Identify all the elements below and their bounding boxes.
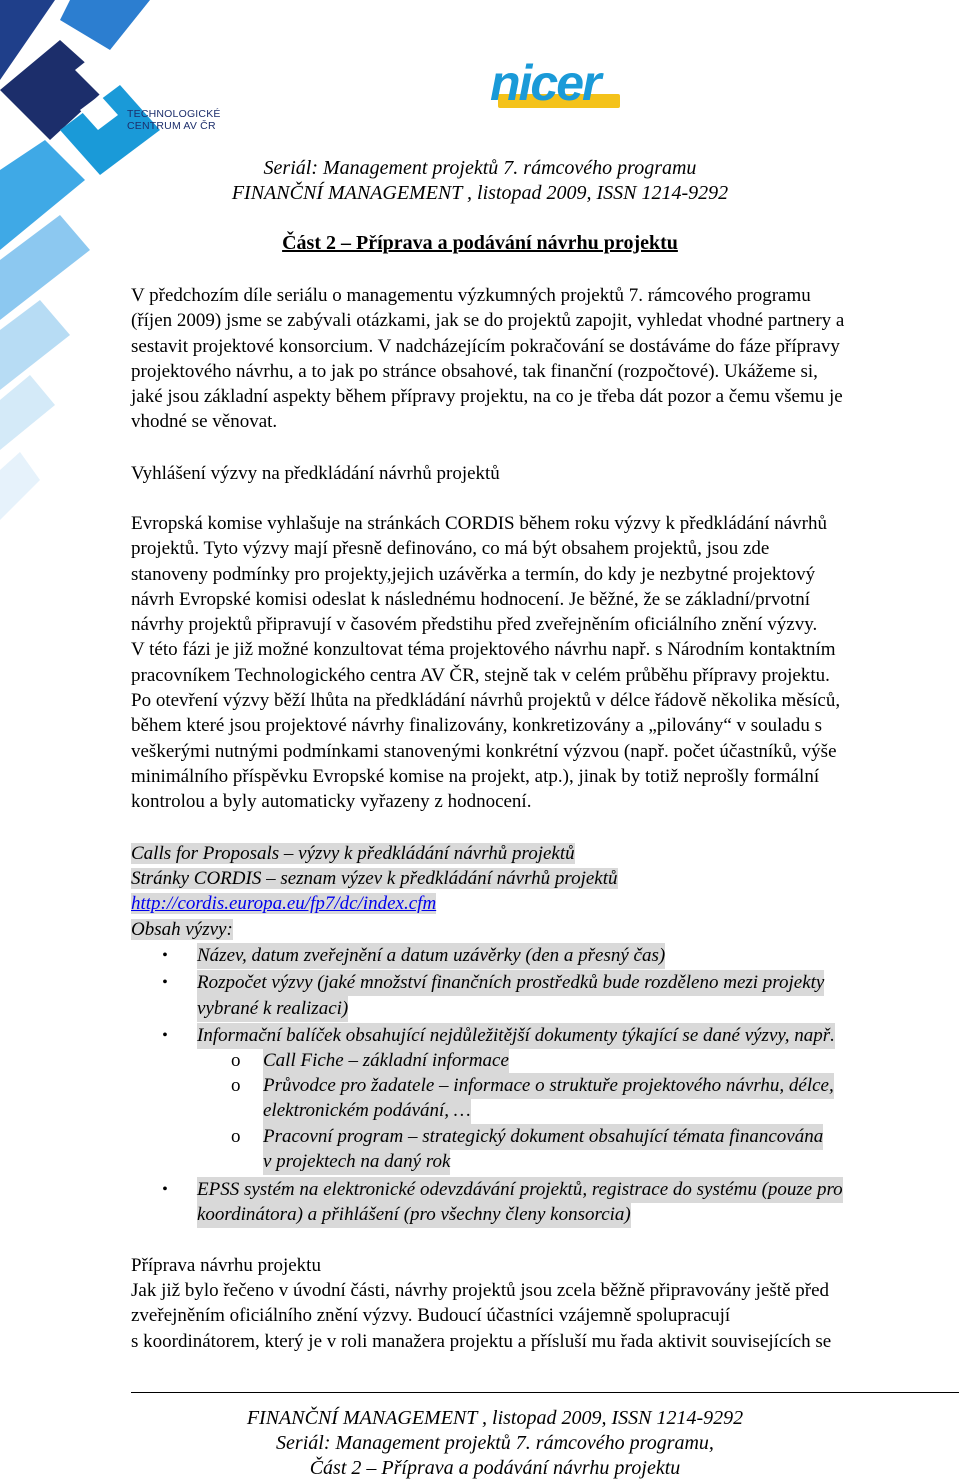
body1-line: veškerými nutnými podmínkami stanovenými konkrétní výzvou (např. počet účastníků, výše bbox=[131, 740, 837, 762]
subbullet-icon: o bbox=[231, 1075, 241, 1096]
subbullet-text: Pracovní program – strategický dokument obsahující témata financována bbox=[263, 1124, 823, 1150]
bullet-icon: • bbox=[162, 1181, 168, 1198]
section-title-text: Část 2 – Příprava a podávání návrhu projektu bbox=[282, 232, 678, 254]
footer-divider bbox=[131, 1392, 959, 1393]
subbullet-text: v projektech na daný rok bbox=[263, 1149, 450, 1175]
intro-line: projektového návrhu, a to jak po stránce obsahové, tak finanční (rozpočtové). Ukážeme si, bbox=[131, 360, 818, 382]
bullet-text: Název, datum zveřejnění a datum uzávěrky (den a přesný čas) bbox=[197, 943, 665, 969]
obsah-vyzvy-label: Obsah výzvy: bbox=[131, 919, 233, 940]
footer-line-1: FINANČNÍ MANAGEMENT , listopad 2009, ISSN 1214-9292 bbox=[246, 1407, 744, 1429]
section-title bbox=[130, 232, 830, 255]
bullet-icon: • bbox=[162, 974, 168, 991]
body1-line: kontrolou a byly automaticky vyřazeny z hodnocení. bbox=[131, 791, 532, 813]
box-line-obsah bbox=[131, 917, 960, 943]
body-paragraph-2 bbox=[131, 1278, 960, 1354]
body-paragraph-1 bbox=[131, 511, 960, 815]
tc-logo-text bbox=[127, 108, 221, 132]
intro-line: vhodné se věnovat. bbox=[131, 411, 278, 433]
box-cordis-text: Stránky CORDIS – seznam výzev k předkládání návrhů projektů bbox=[131, 868, 618, 889]
subbullet-icon: o bbox=[231, 1126, 241, 1147]
header-line-2: FINANČNÍ MANAGEMENT , listopad 2009, ISSN 1214-9292 bbox=[231, 182, 729, 204]
header-line-1: Seriál: Management projektů 7. rámcového programu bbox=[263, 157, 697, 179]
bullet-icon: • bbox=[162, 1027, 168, 1044]
heading-priprava: Příprava návrhu projektu bbox=[131, 1255, 321, 1276]
intro-line: (říjen 2009) jsme se zabývali otázkami, jak se do projektů zapojit, vyhledat vhodné partnery a bbox=[131, 310, 845, 332]
body1-line: minimálního příspěvku Evropské komise na projekt, atp.), jinak by totiž neprošly formální bbox=[131, 765, 820, 787]
subbullet-text: Průvodce pro žadatele – informace o struktuře projektového návrhu, délce, bbox=[263, 1073, 834, 1099]
tc-logo-line1: TECHNOLOGICKÉ bbox=[127, 108, 221, 120]
heading-vyhlaseni: Vyhlášení výzvy na předkládání návrhů projektů bbox=[131, 463, 500, 484]
bullet-text: EPSS systém na elektronické odevzdávání projektů, registrace do systému (pouze pro bbox=[197, 1177, 843, 1203]
nicer-logo-word: nicer bbox=[490, 55, 600, 111]
body1-line: Evropská komise vyhlašuje na stránkách CORDIS během roku výzvy k předkládání návrhů bbox=[131, 513, 827, 534]
box-line-link bbox=[131, 891, 960, 917]
tc-logo-line2: CENTRUM AV ČR bbox=[127, 120, 216, 132]
body2-line: s koordinátorem, který je v roli manažera projektu a přísluší mu řada aktivit souvisejících se bbox=[131, 1330, 832, 1352]
body1-line: V této fázi je již možné konzultovat téma projektového návrhu např. s Národním kontaktním bbox=[131, 639, 836, 661]
body1-line: během které jsou projektové návrhy finalizovány, konkretizovány a „pilovány“ v souladu s bbox=[131, 715, 823, 737]
intro-line: jaké jsou základní aspekty během přípravy projektu, na co je třeba dát pozor a čemu všemu je bbox=[131, 386, 843, 408]
nicer-logo bbox=[490, 48, 630, 114]
bullet-text: Informační balíček obsahující nejdůležitější dokumenty týkající se dané výzvy, např. bbox=[197, 1023, 835, 1049]
body1-line: projektů. Tyto výzvy mají přesně definováno, co má být obsahem projektů, jsou zde bbox=[131, 538, 770, 560]
box-line-calls bbox=[131, 841, 960, 867]
bullet-text: koordinátora) a přihlášení (pro všechny členy konsorcia) bbox=[197, 1202, 631, 1228]
subbullet-text: elektronickém podávání, … bbox=[263, 1098, 471, 1124]
body2-line: zveřejněním oficiálního znění výzvy. Budoucí účastníci vzájemně spolupracují bbox=[131, 1305, 731, 1327]
body1-line: stanoveny podmínky pro projekty,jejich uzávěrka a termín, do kdy je nezbytné projektový bbox=[131, 563, 816, 585]
footer-line-3: Část 2 – Příprava a podávání návrhu projektu bbox=[309, 1457, 681, 1479]
box-line-cordis bbox=[131, 866, 960, 892]
body1-line: návrh Evropské komisi odeslat k následnému hodnocení. Je běžné, že se základní/prvotní bbox=[131, 588, 811, 610]
subbullet-text: Call Fiche – základní informace bbox=[263, 1048, 509, 1074]
intro-paragraph bbox=[131, 283, 960, 435]
footer-line-2: Seriál: Management projektů 7. rámcového programu, bbox=[276, 1432, 714, 1454]
box-calls-text: Calls for Proposals – výzvy k předkládání návrhů projektů bbox=[131, 843, 575, 864]
cordis-link[interactable]: http://cordis.europa.eu/fp7/dc/index.cfm bbox=[131, 893, 437, 914]
intro-line: sestavit projektové konsorcium. V nadcházejícím pokračování se dostáváme do fáze přípravy bbox=[131, 335, 840, 357]
subbullet-icon: o bbox=[231, 1050, 241, 1071]
bullet-text: vybrané k realizaci) bbox=[197, 996, 348, 1022]
body1-line: pracovníkem Technologického centra AV ČR, stejně tak v celém průběhu přípravy projektu. bbox=[131, 664, 830, 686]
intro-line: V předchozím díle seriálu o managementu výzkumných projektů 7. rámcového programu bbox=[131, 285, 811, 306]
body1-line: Po otevření výzvy běží lhůta na předkládání návrhů projektů v délce řádově několika měsíců, bbox=[131, 690, 841, 712]
bullet-icon: • bbox=[162, 947, 168, 964]
bullet-text: Rozpočet výzvy (jaké množství finančních prostředků bude rozděleno mezi projekty bbox=[197, 970, 824, 996]
body1-line: návrhy projektů připravují v časovém předstihu před zveřejněním oficiálního znění výzvy. bbox=[131, 614, 818, 636]
body2-line: Jak již bylo řečeno v úvodní části, návrhy projektů jsou zcela běžně připravovány ještě před bbox=[131, 1280, 830, 1301]
